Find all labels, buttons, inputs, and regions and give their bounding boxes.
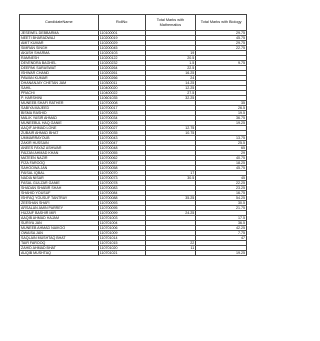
cell-roll-no: 110700017 [98, 106, 145, 111]
cell-marks-bio: 40.75 [196, 156, 247, 161]
cell-roll-no: 110701014 [98, 236, 145, 241]
cell-candidate-name: MATEEN NAZIR [20, 156, 99, 161]
cell-marks-math [145, 251, 196, 256]
cell-marks-bio: 25.5 [196, 141, 247, 146]
cell-marks-bio: 35 [196, 101, 247, 106]
table-body [20, 31, 247, 256]
cell-marks-bio: 36.5 [196, 221, 247, 226]
cell-marks-bio: 65 [196, 146, 247, 151]
cell-marks-math: 24 [145, 76, 196, 81]
cell-candidate-name: JESEWEL DEBBARMA [20, 31, 99, 36]
cell-roll-no: 110700095 [98, 206, 145, 211]
cell-candidate-name: ISHFAQ YOUSUF TANTRAY [20, 196, 99, 201]
cell-marks-math: 11 [145, 246, 196, 251]
cell-roll-no: 110700027 [98, 126, 145, 131]
cell-candidate-name: SABIYA MAJEED [20, 106, 99, 111]
cell-candidate-name: FASAL GULZAR GANIE [20, 181, 99, 186]
cell-candidate-name: ZAHID AHMAD BHAT [20, 246, 99, 251]
cell-roll-no: 110601035 [98, 96, 145, 101]
cell-candidate-name: PAWAN KUMAR [20, 76, 99, 81]
cell-candidate-name: P. HARSHINI [20, 96, 99, 101]
cell-marks-math: 1.5 [145, 61, 196, 66]
cell-marks-math: 20.5 [145, 56, 196, 61]
cell-candidate-name: FAIZAN AHMAD KHAN [20, 151, 99, 156]
cell-marks-math: 17 [145, 171, 196, 176]
cell-roll-no: 110700073 [98, 176, 145, 181]
cell-candidate-name: NEETI BHARADWAJ [20, 36, 99, 41]
cell-roll-no: 110700057 [98, 161, 145, 166]
cell-candidate-name: AAQIB AHMAD HAJAM [20, 216, 99, 221]
cell-marks-math: 12.75 [145, 126, 196, 131]
cell-marks-bio: 7.75 [196, 231, 247, 236]
cell-roll-no: 110700078 [98, 181, 145, 186]
cell-marks-bio: 9.75 [196, 61, 247, 66]
cell-roll-no: 110701003 [98, 216, 145, 221]
cell-roll-no: 110200103 [98, 51, 145, 56]
cell-roll-no: 110300011 [98, 81, 145, 86]
header-row [20, 15, 247, 31]
cell-candidate-name: PRACHI [20, 91, 99, 96]
cell-roll-no: 110700088 [98, 196, 145, 201]
cell-candidate-name: FAISAL IQBAL [20, 171, 99, 176]
cell-roll-no: 110200122 [98, 56, 145, 61]
cell-roll-no: 110700070 [98, 171, 145, 176]
cell-marks-bio: 22.25 [196, 181, 247, 186]
cell-candidate-name: SIMRAN SINGH [20, 46, 99, 51]
cell-roll-no: 110200029 [98, 41, 145, 46]
cell-roll-no: 110700026 [98, 121, 145, 126]
cell-roll-no: 110200019 [98, 36, 145, 41]
cell-marks-math: 19 [145, 51, 196, 56]
cell-roll-no: 110400022 [98, 91, 145, 96]
cell-marks-bio: 29 [196, 151, 247, 156]
cell-candidate-name: RAMNESH [20, 56, 99, 61]
cell-marks-math: 22.5 [145, 66, 196, 71]
cell-roll-no: 110700055 [98, 151, 145, 156]
cell-marks-bio: 36.75 [196, 116, 247, 121]
cell-roll-no: 110701009 [98, 231, 145, 236]
cell-candidate-name: TAIR FAROOQ [20, 241, 99, 246]
cell-candidate-name: SAQLAIN MUSHTAQ BHAT [20, 236, 99, 241]
cell-marks-math: 10.75 [145, 131, 196, 136]
cell-roll-no: 110700083 [98, 186, 145, 191]
cell-roll-no: 110701020 [98, 246, 145, 251]
cell-candidate-name: MALIK YASIR AHMAD [20, 116, 99, 121]
cell-marks-bio: 30.5 [196, 201, 247, 206]
cell-candidate-name: SAHIL [20, 86, 99, 91]
cell-marks-bio: 23.25 [196, 186, 247, 191]
cell-roll-no: 110100001 [98, 31, 145, 36]
cell-marks-bio: 47 [196, 236, 247, 241]
cell-roll-no: 110701006 [98, 226, 145, 231]
cell-candidate-name: AMIT KUMAR [20, 41, 99, 46]
cell-marks-bio: 54.25 [196, 196, 247, 201]
cell-roll-no: 110400020 [98, 86, 145, 91]
cell-roll-no: 110200261 [98, 71, 145, 76]
cell-candidate-name: DEVENDRA BAGHEL [20, 61, 99, 66]
cell-roll-no: 110700058 [98, 166, 145, 171]
cell-marks-math: 24.25 [145, 211, 196, 216]
cell-candidate-name: NADIA NISAR [20, 176, 99, 181]
cell-marks-math: 27.5 [145, 91, 196, 96]
header-total-marks-math: Total Marks with Mathematics [145, 15, 196, 31]
cell-roll-no: 110700043 [98, 136, 145, 141]
header-roll-no: RollNo [98, 15, 145, 31]
cell-candidate-name: ZAKIR HUSSAIN [20, 141, 99, 146]
cell-roll-no: 110200264 [98, 66, 145, 71]
cell-candidate-name: MUNEEB SHAFI RATHER [20, 101, 99, 106]
header-candidate-name: CandidateName [20, 15, 99, 31]
cell-roll-no: 110701004 [98, 221, 145, 226]
cell-roll-no: 110700062 [98, 156, 145, 161]
cell-roll-no: 110700084 [98, 191, 145, 196]
cell-marks-bio: 18.25 [196, 161, 247, 166]
cell-marks-bio: 29.75 [196, 41, 247, 46]
cell-marks-bio: 16.75 [196, 191, 247, 196]
cell-candidate-name: ZUBAIR AHMAD BHAT [20, 131, 99, 136]
cell-marks-math: 35.25 [145, 196, 196, 201]
cell-roll-no: 110700035 [98, 131, 145, 136]
cell-marks-bio: 42.25 [196, 226, 247, 231]
cell-candidate-name: ARSALAN AMIN PARREY [20, 206, 99, 211]
cell-candidate-name: OWAISA JAN [20, 231, 99, 236]
table-header [20, 15, 247, 31]
cell-candidate-name: AUQIB MUSHTAQ [20, 251, 99, 256]
cell-roll-no: 110200045 [98, 46, 145, 51]
cell-candidate-name: SHADAN SHABIR SHAH [20, 186, 99, 191]
cell-candidate-name: BISMA RASHID [20, 111, 99, 116]
cell-candidate-name: ZEESHAN SHAFI [20, 201, 99, 206]
cell-candidate-name: ANEES FAYAZ ASHWAR [20, 146, 99, 151]
cell-marks-math: 16.25 [145, 71, 196, 76]
cell-candidate-name: MUNEEBUL HAQ GANIE [20, 121, 99, 126]
cell-candidate-name: HUZAIF BASHIR MIR [20, 211, 99, 216]
cell-marks-bio: 21.75 [196, 206, 247, 211]
cell-candidate-name: AAQIF AHMAD LONE [20, 126, 99, 131]
cell-marks-bio: 45 [196, 176, 247, 181]
cell-marks-bio: 13.75 [196, 136, 247, 141]
cell-candidate-name: SAHOOWA JAN [20, 166, 99, 171]
cell-marks-math: 22 [145, 241, 196, 246]
cell-roll-no: 110700048 [98, 146, 145, 151]
cell-candidate-name: DHANANJAY CHETAN JAM [20, 81, 99, 86]
cell-roll-no: 110700034 [98, 116, 145, 121]
cell-roll-no: 110701015 [98, 241, 145, 246]
cell-candidate-name: SURIYA JAN [20, 221, 99, 226]
cell-marks-math: 14.25 [145, 81, 196, 86]
cell-candidate-name: MUNEEB AHMAD NAIKOO [20, 226, 99, 231]
cell-roll-no: 110700033 [98, 111, 145, 116]
cell-roll-no: 110700008 [98, 101, 145, 106]
cell-marks-bio: 45.75 [196, 36, 247, 41]
cell-roll-no: 110200266 [98, 76, 145, 81]
cell-marks-math: 32.25 [145, 96, 196, 101]
cell-marks-math: 30.5 [145, 176, 196, 181]
cell-marks-bio: 45.75 [196, 166, 247, 171]
cell-roll-no: 110700093 [98, 201, 145, 206]
cell-roll-no: 110700047 [98, 141, 145, 146]
cell-marks-bio: 29.75 [196, 31, 247, 36]
cell-candidate-name: AKASH SHARMA [20, 51, 99, 56]
cell-marks-bio: 26.5 [196, 106, 247, 111]
cell-candidate-name: DEEPAK SARASWAT [20, 66, 99, 71]
table-row [20, 251, 247, 256]
cell-roll-no: 110200232 [98, 61, 145, 66]
cell-roll-no: 110700099 [98, 211, 145, 216]
cell-candidate-name: ISHWAR CHAND [20, 71, 99, 76]
cell-candidate-name: UMMARRAYOUB [20, 136, 99, 141]
cell-candidate-name: FIZA FAROOQ [20, 161, 99, 166]
cell-roll-no: 110701021 [98, 251, 145, 256]
cell-marks-bio: 19.25 [196, 251, 247, 256]
cell-marks-bio: 22.75 [196, 46, 247, 51]
header-total-marks-bio: Total Marks with Biology [196, 15, 247, 31]
cell-marks-math: 12.25 [145, 86, 196, 91]
results-table [19, 14, 247, 256]
cell-candidate-name: SHAHID YOUSUF [20, 191, 99, 196]
cell-marks-bio: 19.5 [196, 111, 247, 116]
cell-marks-bio: 17.5 [196, 216, 247, 221]
cell-marks-bio: 19.25 [196, 121, 247, 126]
